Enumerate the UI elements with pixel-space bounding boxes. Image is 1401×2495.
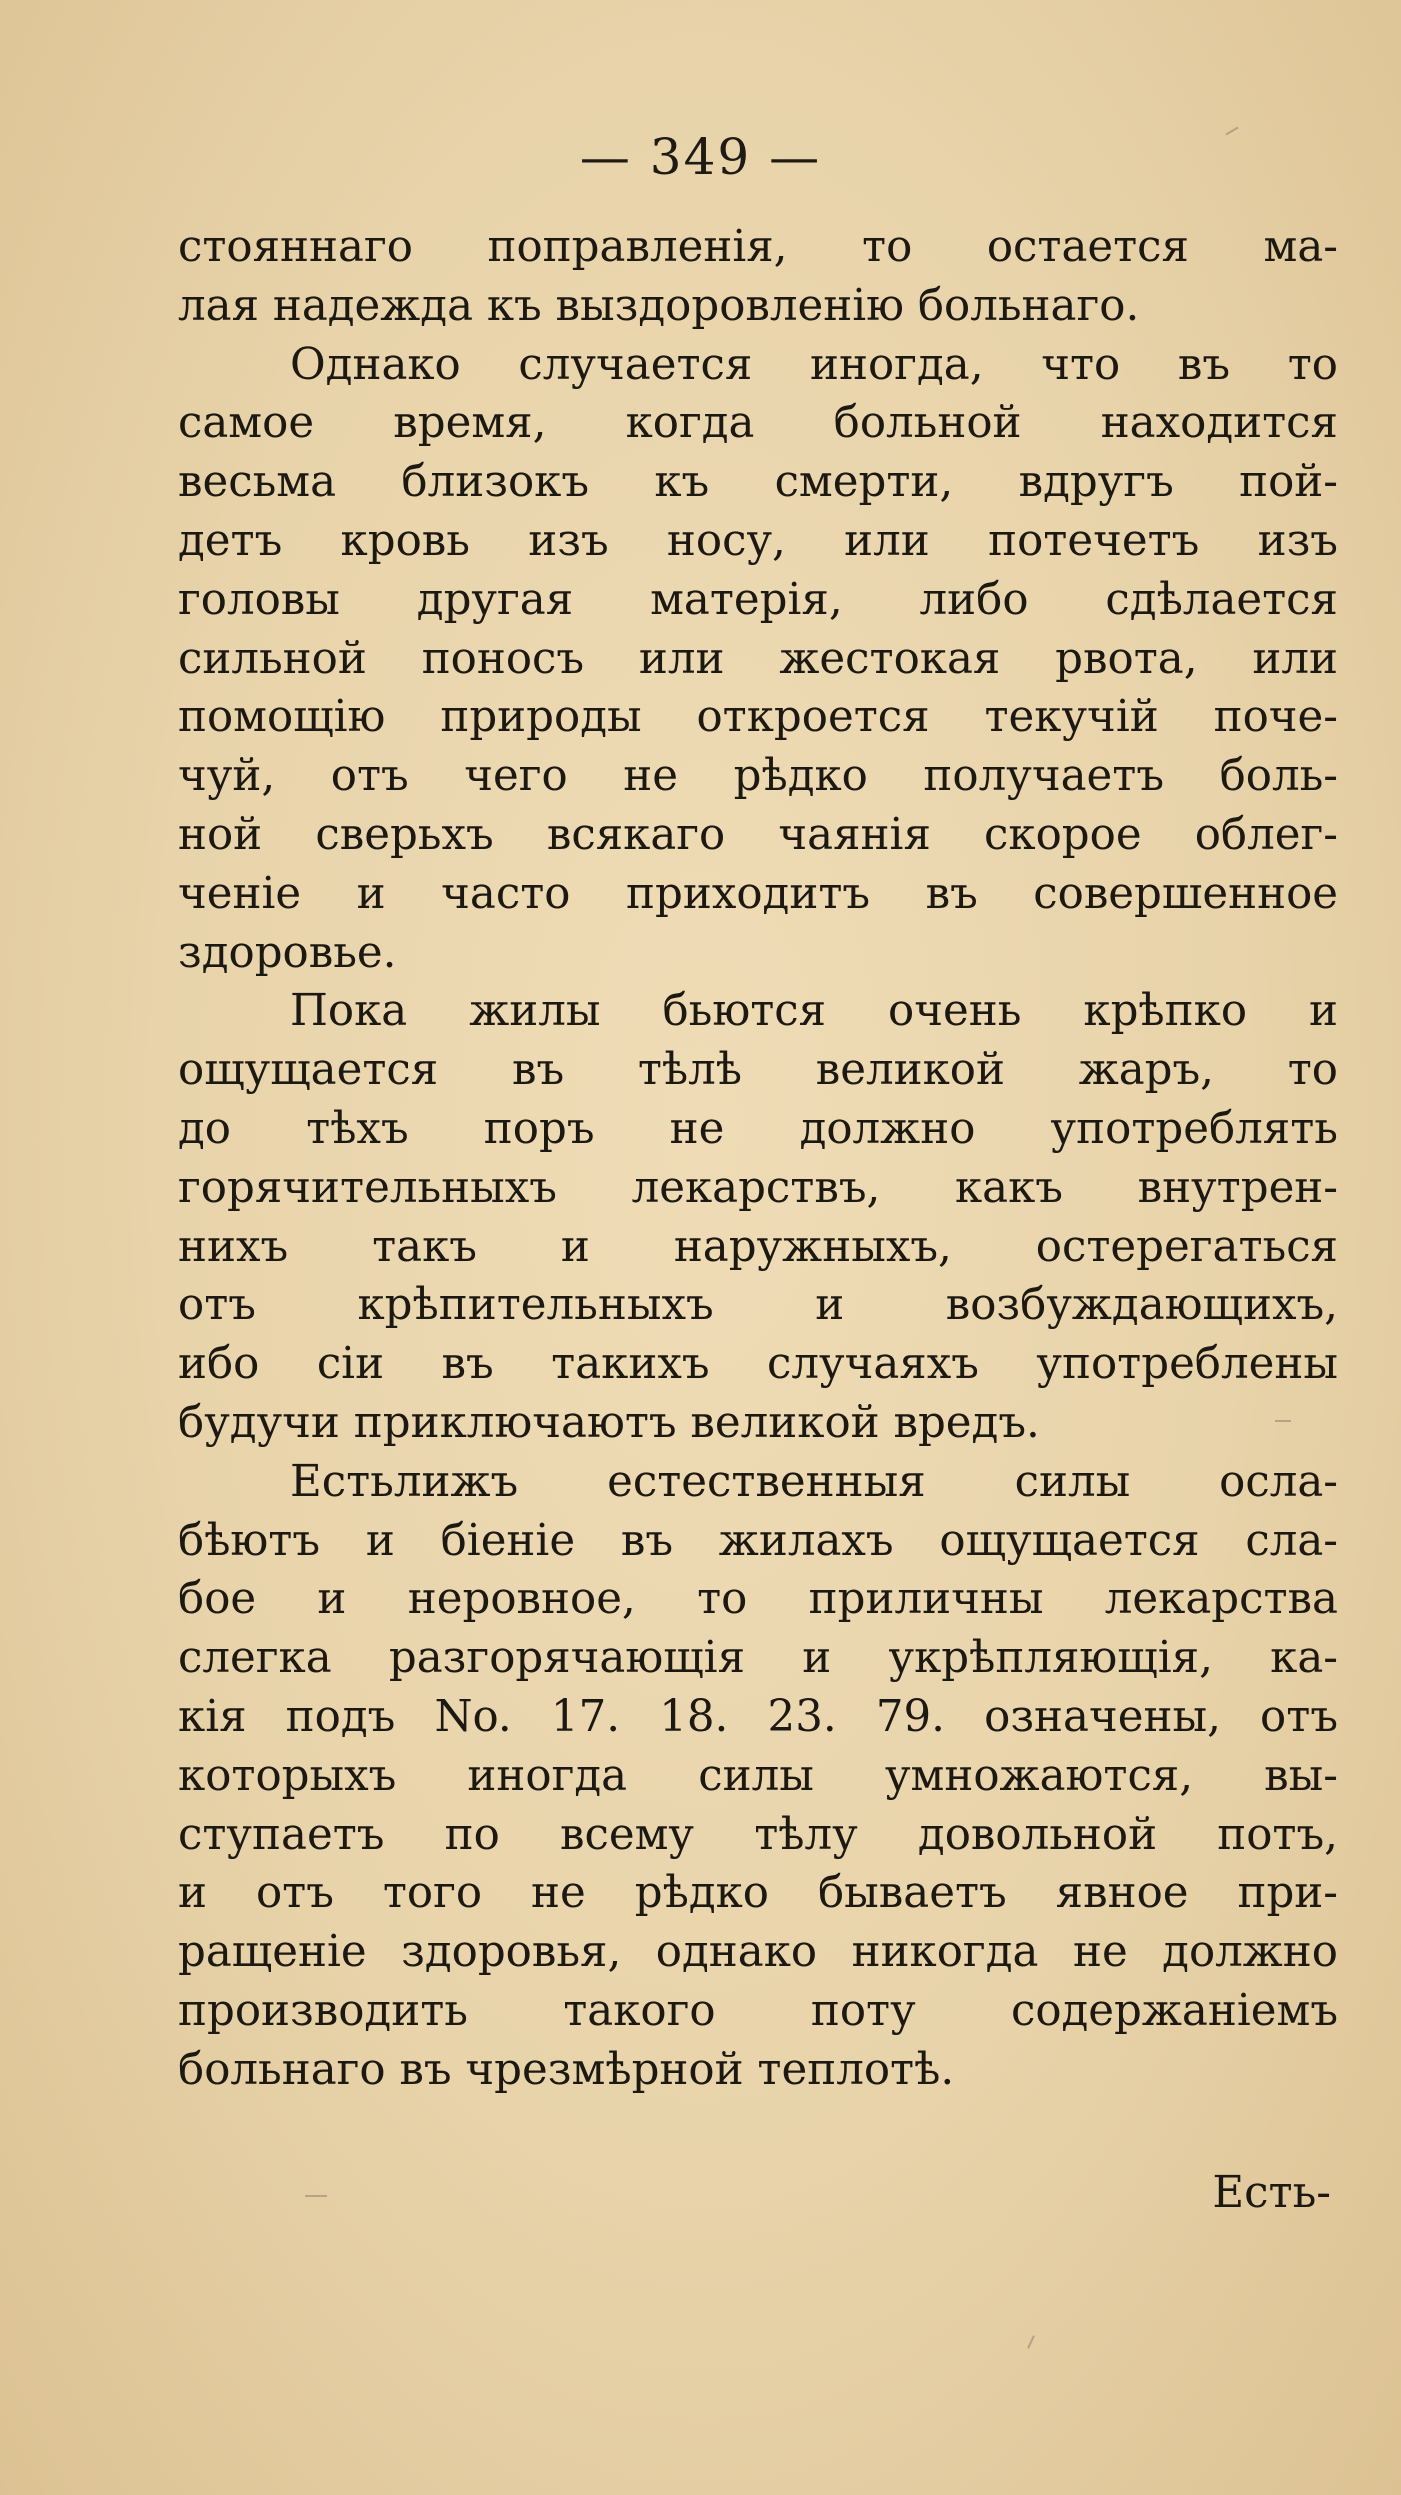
text-line: отъ крѣпительныхъ и возбуждающихъ,: [178, 1280, 1338, 1331]
paragraph-4: [178, 1453, 1338, 2100]
text-line: весьма близокъ къ смерти, вдругъ пой-: [178, 457, 1338, 508]
text-line: больнаго въ чрезмѣрной теплотѣ.: [178, 2044, 955, 2095]
text-line: Однако случается иногда, что въ то: [290, 339, 1338, 390]
text-line: бое и неровное, то приличны лекарства: [178, 1574, 1338, 1625]
text-line: будучи приключаютъ великой вредъ.: [178, 1397, 1040, 1448]
text-line: стояннаго поправленія, то остается ма-: [178, 222, 1338, 272]
paper-speck: [1027, 2335, 1035, 2349]
paper-speck: [305, 2195, 327, 2197]
text-line: и отъ того не рѣдко бываетъ явное при-: [178, 1868, 1338, 1919]
text-line: бѣютъ и біеніе въ жилахъ ощущается сла-: [178, 1515, 1338, 1566]
text-line: чуй, отъ чего не рѣдко получаетъ боль-: [178, 751, 1338, 802]
text-line: сильной поносъ или жестокая рвота, или: [178, 633, 1338, 684]
text-line: кія подъ No. 17. 18. 23. 79. означены, отъ: [178, 1691, 1338, 1742]
catchword: Есть-: [1212, 2168, 1331, 2218]
text-line: слегка разгорячающія и укрѣпляющія, ка-: [178, 1633, 1338, 1684]
text-line: здоровье.: [178, 927, 397, 978]
text-line: ступаетъ по всему тѣлу довольной потъ,: [178, 1809, 1338, 1860]
text-line: нихъ такъ и наружныхъ, остерегаться: [178, 1221, 1338, 1272]
text-line: ращеніе здоровья, однако никогда не должно: [178, 1927, 1338, 1978]
text-line: головы другая матерія, либо сдѣлается: [178, 574, 1338, 625]
paragraph-1: [178, 218, 1338, 336]
text-body: [178, 218, 1338, 2100]
paragraph-2: [178, 336, 1338, 983]
paragraph-3: [178, 982, 1338, 1452]
text-line: Естьлижъ естественныя силы осла-: [290, 1456, 1338, 1507]
text-line: ибо сіи въ такихъ случаяхъ употреблены: [178, 1339, 1338, 1390]
text-line: помощію природы откроется текучій поче-: [178, 692, 1338, 743]
text-line: ченіе и часто приходитъ въ совершенное: [178, 868, 1338, 919]
text-line: производить такого поту содержаніемъ: [178, 1985, 1338, 2036]
text-line: детъ кровь изъ носу, или потечетъ изъ: [178, 515, 1338, 566]
text-line: до тѣхъ поръ не должно употреблять: [178, 1103, 1338, 1154]
text-line: самое время, когда больной находится: [178, 398, 1338, 449]
page-number-header: — 349 —: [579, 128, 822, 186]
text-line: которыхъ иногда силы умножаются, вы-: [178, 1750, 1338, 1801]
text-line: горячительныхъ лекарствъ, какъ внутрен-: [178, 1162, 1338, 1213]
text-line: Пока жилы бьются очень крѣпко и: [290, 986, 1338, 1037]
text-line: лая надежда къ выздоровленію больнаго.: [178, 280, 1140, 331]
text-line: ной сверьхъ всякаго чаянія скорое облег-: [178, 809, 1338, 860]
text-line: ощущается въ тѣлѣ великой жаръ, то: [178, 1045, 1338, 1096]
paper-speck: [1275, 1420, 1291, 1422]
